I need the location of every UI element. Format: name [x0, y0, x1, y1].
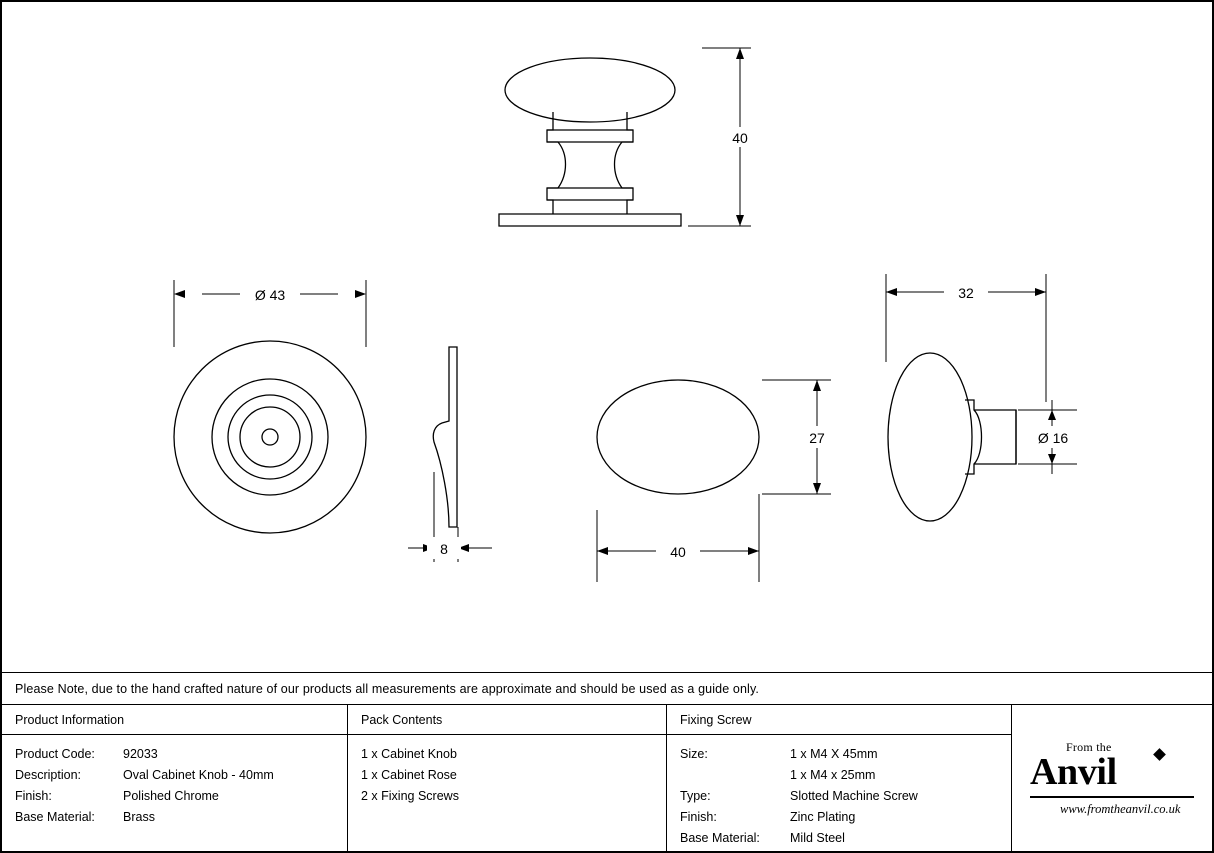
screw-type-label: Type:: [680, 789, 711, 803]
dim-label-spindle-diameter: Ø 16: [1037, 430, 1069, 446]
screw-size-value-1: 1 x M4 X 45mm: [790, 747, 878, 761]
dim-label-rose-diameter: Ø 43: [254, 287, 286, 303]
screw-size-value-2: 1 x M4 x 25mm: [790, 768, 876, 782]
product-information-heading: Product Information: [2, 705, 347, 735]
fixing-screw-body: [667, 735, 1011, 849]
product-information-body: [2, 735, 347, 828]
diamond-icon: [1153, 748, 1166, 761]
product-base-material-value: Brass: [123, 810, 155, 824]
pack-item-1: 1 x Cabinet Knob: [361, 747, 457, 761]
view-rose-front: [174, 341, 366, 533]
product-code-value: 92033: [123, 747, 158, 761]
screw-row-size: [680, 744, 1011, 765]
screw-row-size-second: [680, 765, 1011, 786]
product-finish-value: Polished Chrome: [123, 789, 219, 803]
product-row-base-material: [15, 807, 347, 828]
product-row-code: [15, 744, 347, 765]
product-row-description: [15, 765, 347, 786]
screw-row-base-material: [680, 828, 1011, 849]
pack-item-3: 2 x Fixing Screws: [361, 789, 459, 803]
pack-contents-column: [348, 705, 667, 851]
dimension-rose-thickness: [408, 472, 492, 562]
screw-row-type: [680, 786, 1011, 807]
dim-label-knob-width-32: 32: [958, 285, 974, 301]
view-side-elevation: [499, 58, 681, 226]
information-block: [2, 705, 1212, 851]
screw-finish-value: Zinc Plating: [790, 810, 856, 824]
brand-logo-top-text: From the: [1066, 740, 1112, 754]
dimension-height-40: [688, 48, 760, 226]
dimension-spindle-diameter: [1018, 400, 1082, 474]
brand-logo-main-text: Anvil: [1030, 751, 1117, 793]
dimension-oval-height-27: [762, 380, 835, 494]
view-knob-side-profile: [888, 353, 1016, 521]
screw-size-label-blank: [680, 765, 790, 786]
product-code-label: Product Code:: [15, 747, 95, 761]
brand-logo-rule: [1030, 796, 1194, 798]
screw-row-finish: [680, 807, 1011, 828]
brand-logo-column: [1012, 705, 1212, 851]
brand-logo-url: www.fromtheanvil.co.uk: [1060, 802, 1181, 816]
product-drawing-svg: [2, 2, 1212, 672]
product-base-material-label: Base Material:: [15, 810, 95, 824]
product-information-column: [2, 705, 348, 851]
measurement-note-bar: [2, 672, 1212, 705]
dimension-knob-width-32: [886, 274, 1046, 402]
screw-finish-label: Finish:: [680, 810, 717, 824]
product-description-value: Oval Cabinet Knob - 40mm: [123, 768, 274, 782]
dim-label-oval-height-27: 27: [809, 430, 825, 446]
dimension-oval-width-40: [597, 494, 759, 582]
dim-label-height-40: 40: [732, 130, 748, 146]
product-description-label: Description:: [15, 768, 81, 782]
screw-base-material-value: Mild Steel: [790, 831, 845, 845]
screw-base-material-label: Base Material:: [680, 831, 760, 845]
dimension-rose-diameter: [174, 280, 366, 347]
brand-logo: [1024, 730, 1200, 826]
pack-contents-heading: Pack Contents: [348, 705, 666, 735]
fixing-screw-heading: Fixing Screw: [667, 705, 1011, 735]
pack-contents-body: [348, 735, 666, 807]
product-finish-label: Finish:: [15, 789, 52, 803]
dim-label-rose-thickness: 8: [440, 541, 448, 557]
fixing-screw-column: [667, 705, 1012, 851]
view-rose-side: [433, 347, 457, 527]
drawing-area: [2, 2, 1212, 672]
screw-size-label: Size:: [680, 747, 708, 761]
product-row-finish: [15, 786, 347, 807]
screw-type-value: Slotted Machine Screw: [790, 789, 918, 803]
measurement-note-text: Please Note, due to the hand crafted nature of our products all measurements are approximate and should be used as a guide only.: [15, 681, 760, 696]
pack-item-2: 1 x Cabinet Rose: [361, 768, 457, 782]
dim-label-oval-width-40: 40: [670, 544, 686, 560]
view-knob-front-oval: [597, 380, 759, 494]
